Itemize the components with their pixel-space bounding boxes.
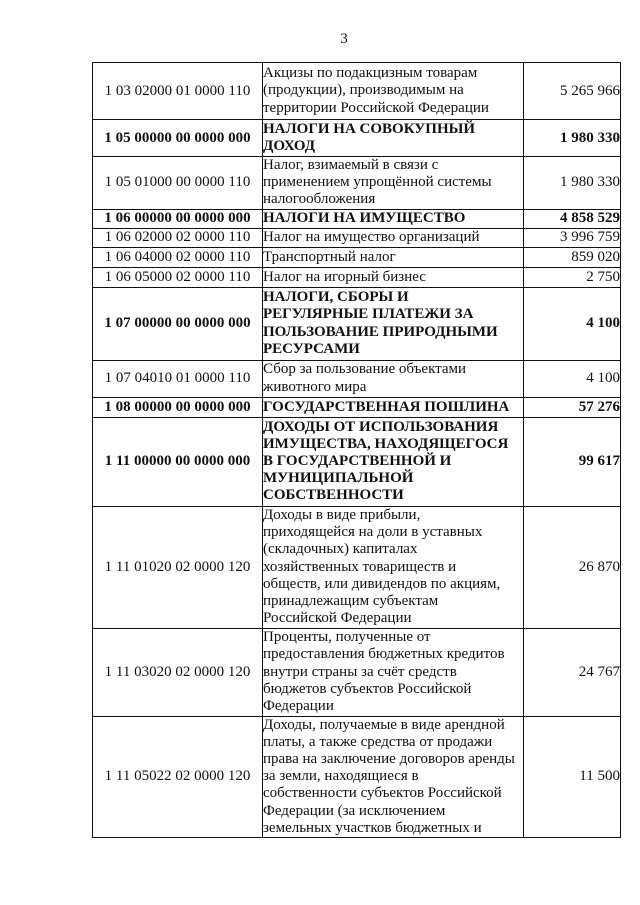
income-name-line: НАЛОГИ НА СОВОКУПНЫЙ (263, 120, 476, 137)
income-name-line: Доходы, получаемые в виде арендной (263, 716, 505, 733)
budget-code-cell: 1 11 01020 02 0000 120 (93, 506, 263, 628)
budget-code-cell: 1 11 00000 00 0000 000 (93, 417, 263, 506)
income-name-line: обществ, или дивидендов по акциям, (263, 575, 501, 592)
income-name-cell (263, 157, 524, 210)
table-row (93, 267, 621, 287)
income-name-line: территории Российской Федерации (263, 99, 489, 116)
income-name-line: Транспортный налог (263, 248, 396, 265)
income-name-line: за земли, находящиеся в (263, 768, 419, 785)
income-name-line: применением упрощённой системы (263, 174, 492, 191)
income-name-line: В ГОСУДАРСТВЕННОЙ И (263, 453, 452, 469)
income-name-line: РЕГУЛЯРНЫЕ ПЛАТЕЖИ ЗА (263, 306, 474, 323)
income-name-line: Акцизы по подакцизным товарам (263, 65, 478, 82)
income-name-line: ДОХОДЫ ОТ ИСПОЛЬЗОВАНИЯ (263, 418, 499, 435)
table-row-group-header (93, 120, 621, 157)
table-row (93, 228, 621, 247)
income-name-line: принадлежащим субъектам (263, 592, 439, 609)
income-name-cell (263, 247, 524, 267)
budget-revenue-table (92, 62, 621, 838)
budget-code-cell: 1 06 00000 00 0000 000 (93, 209, 263, 228)
table-row-group-header (93, 397, 621, 417)
amount-cell: 11 500 (524, 716, 621, 837)
amount-cell: 4 100 (524, 360, 621, 397)
income-name-line: приходящейся на доли в уставных (263, 524, 483, 541)
income-name-line: хозяйственных товариществ и (263, 558, 457, 575)
amount-cell: 24 767 (524, 628, 621, 716)
amount-cell: 57 276 (524, 397, 621, 417)
income-name-line: Сбор за пользование объектами (263, 361, 467, 378)
budget-code-cell: 1 05 01000 00 0000 110 (93, 157, 263, 210)
income-name-line: налогообложения (263, 191, 376, 208)
income-name-line: предоставления бюджетных кредитов (263, 646, 505, 663)
table-row (93, 247, 621, 267)
income-name-cell (263, 360, 524, 397)
income-name-line: Федерации (за исключением (263, 802, 446, 819)
income-name-cell (263, 506, 524, 628)
table-row (93, 360, 621, 397)
table-row (93, 157, 621, 210)
income-name-line: Российской Федерации (263, 610, 412, 627)
income-name-line: Налог на имущество организаций (263, 229, 480, 245)
amount-cell: 26 870 (524, 506, 621, 628)
table-row-group-header (93, 287, 621, 360)
income-name-cell (263, 120, 524, 157)
income-name-line: ДОХОД (263, 138, 316, 154)
income-name-line: права на заключение договоров аренды (263, 751, 515, 768)
amount-cell: 99 617 (524, 417, 621, 506)
income-name-line: ПОЛЬЗОВАНИЕ ПРИРОДНЫМИ (263, 323, 498, 340)
budget-code-cell: 1 08 00000 00 0000 000 (93, 397, 263, 417)
income-name-line: ГОСУДАРСТВЕННАЯ ПОШЛИНА (263, 398, 510, 415)
amount-cell: 859 020 (524, 247, 621, 267)
income-name-line: СОБСТВЕННОСТИ (263, 487, 404, 504)
income-name-line: животного мира (263, 378, 367, 395)
income-name-line: ИМУЩЕСТВА, НАХОДЯЩЕГОСЯ (263, 435, 509, 452)
amount-cell: 1 980 330 (524, 157, 621, 210)
table-row-group-header (93, 209, 621, 228)
income-name-line: НАЛОГИ, СБОРЫ И (263, 289, 409, 306)
income-name-line: Федерации (263, 697, 334, 714)
income-name-cell (263, 417, 524, 506)
income-name-line: (продукции), производимым на (263, 82, 464, 99)
income-name-cell (263, 209, 524, 228)
income-name-cell (263, 63, 524, 120)
page-number: 3 (340, 31, 348, 47)
income-name-cell (263, 628, 524, 716)
income-name-line: Налог на игорный бизнес (263, 268, 426, 285)
budget-code-cell: 1 11 05022 02 0000 120 (93, 716, 263, 837)
income-name-line: бюджетов субъектов Российской (263, 680, 472, 697)
income-name-cell (263, 287, 524, 360)
table-row (93, 63, 621, 120)
income-name-line: земельных участков бюджетных и (263, 819, 482, 836)
table-row (93, 716, 621, 837)
budget-code-cell: 1 07 04010 01 0000 110 (93, 360, 263, 397)
budget-code-cell: 1 07 00000 00 0000 000 (93, 287, 263, 360)
amount-cell: 1 980 330 (524, 120, 621, 157)
income-name-cell (263, 716, 524, 837)
table-row-group-header (93, 417, 621, 506)
budget-code-cell: 1 03 02000 01 0000 110 (93, 63, 263, 120)
budget-code-cell: 1 11 03020 02 0000 120 (93, 628, 263, 716)
income-name-cell (263, 397, 524, 417)
amount-cell: 2 750 (524, 267, 621, 287)
income-name-line: собственности субъектов Российской (263, 785, 502, 802)
table-row (93, 506, 621, 628)
income-name-line: внутри страны за счёт средств (263, 663, 457, 680)
amount-cell: 3 996 759 (524, 228, 621, 247)
amount-cell: 5 265 966 (524, 63, 621, 120)
income-name-line: Доходы в виде прибыли, (263, 506, 421, 523)
income-name-line: РЕСУРСАМИ (263, 340, 360, 357)
amount-cell: 4 858 529 (524, 209, 621, 228)
budget-code-cell: 1 05 00000 00 0000 000 (93, 120, 263, 157)
amount-cell: 4 100 (524, 287, 621, 360)
income-name-line: МУНИЦИПАЛЬНОЙ (263, 470, 414, 487)
table-row (93, 628, 621, 716)
income-name-line: Налог, взимаемый в связи с (263, 157, 439, 173)
budget-code-cell: 1 06 02000 02 0000 110 (93, 228, 263, 247)
budget-code-cell: 1 06 05000 02 0000 110 (93, 267, 263, 287)
income-name-line: (складочных) капиталах (263, 541, 418, 558)
income-name-line: НАЛОГИ НА ИМУЩЕСТВО (263, 210, 466, 226)
income-name-cell (263, 228, 524, 247)
budget-code-cell: 1 06 04000 02 0000 110 (93, 247, 263, 267)
income-name-line: Проценты, полученные от (263, 629, 431, 646)
income-name-line: платы, а также средства от продажи (263, 733, 493, 750)
income-name-cell (263, 267, 524, 287)
